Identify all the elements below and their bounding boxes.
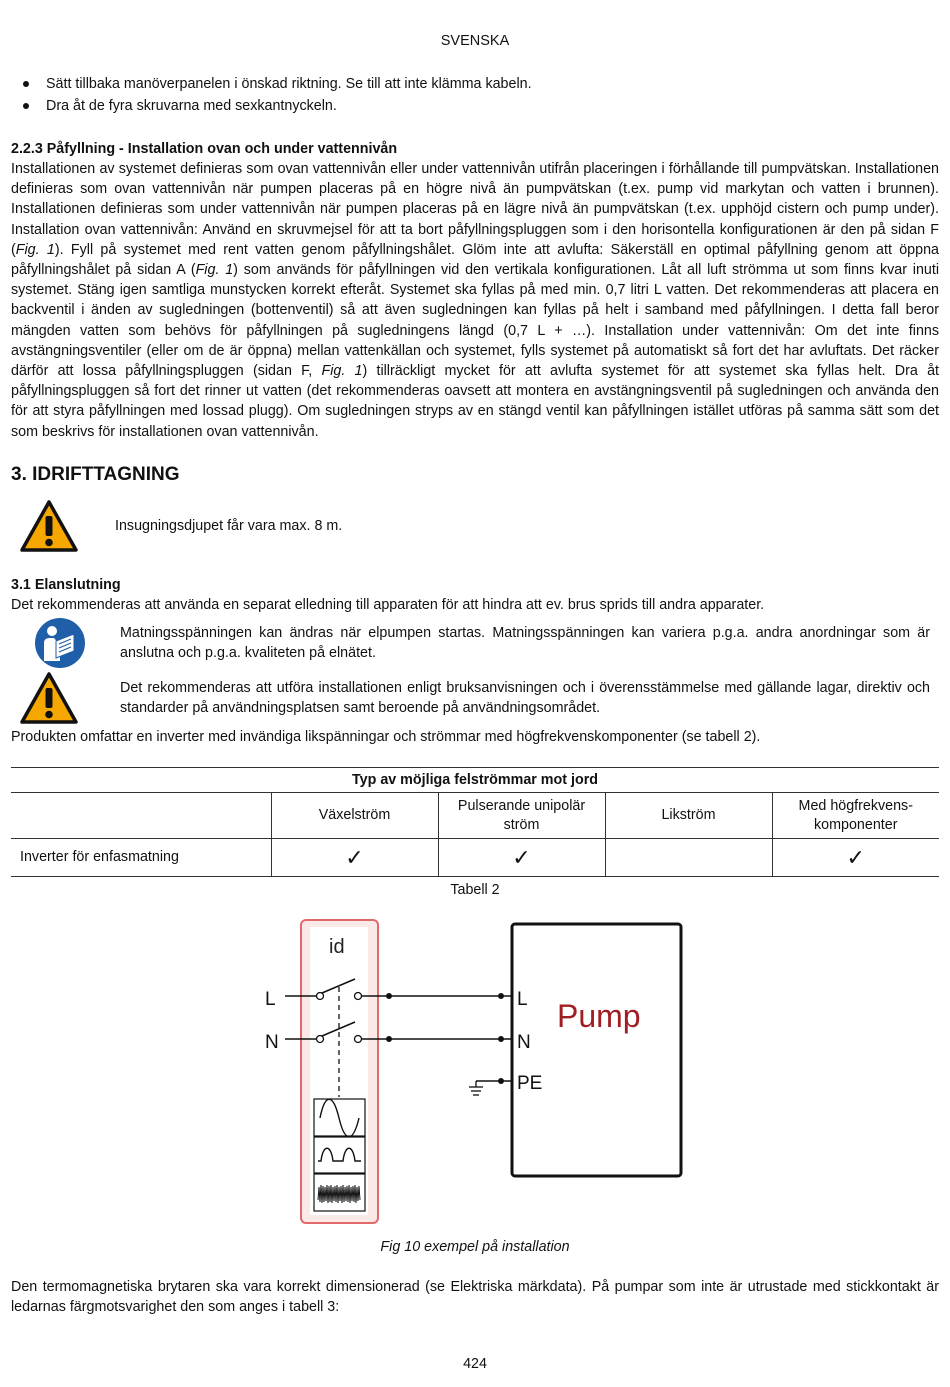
page-header: SVENSKA [440, 33, 510, 49]
bullet-item: Sätt tillbaka manöverpanelen i önskad riktning. Se till att inte klämma kabeln. [20, 74, 940, 96]
section-31-intro: Det rekommenderas att använda en separat elledning till apparaten för att hindra att ev. brus sprids till andra apparater. [11, 597, 765, 613]
residual-current-table [11, 767, 939, 877]
input-n-label: N [265, 1032, 279, 1053]
input-l-label: L [265, 989, 276, 1010]
bullet-list [20, 74, 940, 118]
rcd-id-label: id [329, 936, 345, 958]
checkmark-icon: ✓ [271, 839, 438, 877]
read-manual-icon [34, 617, 86, 669]
pump-box [512, 924, 681, 1176]
table-caption: Tabell 2 [450, 882, 500, 898]
section-3-title: 3. IDRIFTTAGNING [11, 464, 180, 485]
section-223-text-4: ) tillräckligt mycket för att avlufta systemet för att systemet ska fyllas helt. Dra åt påfyllningspluggen så fort det rinner ut vatten (det rekommenderas oavsett att montera en avstängningsventil på sugledningen och använda den för att styra påfyllningen med lossad plugg). Om sugledningen stryps av en stängd ventil kan påfyllningen istället utföras på samma sätt som det som beskrivs för installationen ovan vattennivån. [11, 363, 939, 440]
section-31-title: 3.1 Elanslutning [11, 577, 121, 593]
table-header-cell: Likström [605, 793, 772, 839]
pump-n-label: N [517, 1032, 531, 1053]
figure-caption: Fig 10 exempel på installation [380, 1239, 570, 1255]
bullet-item: Dra åt de fyra skruvarna med sexkantnyckeln. [20, 96, 940, 118]
table-header-cell: Växelström [271, 793, 438, 839]
fig-reference: Fig. 1 [195, 262, 234, 279]
checkmark-icon: ✓ [846, 845, 865, 870]
closing-paragraph: Den termomagnetiska brytaren ska vara korrekt dimensionerad (se Elektriska märkdata). På pumpar som inte är utrustade med stickkontakt är ledarnas färgmotsvarighet den som anges i tabell 3: [11, 1279, 939, 1316]
table-cell-empty [605, 839, 772, 877]
pump-label: Pump [557, 998, 641, 1034]
section-223-text-2: ). Fyll på systemet med rent vatten genom påfyllningshålet. Glöm inte att avlufta: Säkerställ en optimal påfyllning genom att öppna påfyllningshålet på sidan A ( [11, 241, 939, 279]
table-header-cell: Pulserande unipolär ström [438, 793, 605, 839]
section-223-title: 2.2.3 Påfyllning - Installation ovan och under vattennivån [11, 141, 398, 157]
voltage-note: Matningsspänningen kan ändras när elpumpen startas. Matningsspänningen kan variera p.g.a. andra anordningar som är anslutna och p.g.a. kvaliteten på elnätet. [120, 625, 930, 662]
table-header-cell: Med högfrekvens-komponenter [798, 797, 913, 833]
section-223-text-3: ) som används för påfyllningen vid den vertikala konfigurationen. Låt all luft strömma ut som finns kvar inuti systemet. Stäng igen samtliga munstycken korrekt efteråt. Systemet ska fyllas på med min. 0,7 litri L vatten. Det rekommenderas att placera en backventil i änden av sugledningen (bottenventil) så att även sugledningen kan fyllas på helt i samband med påfyllningen. I detta fall beror mängden vatten som behövs för påfyllningen på sugledningens längd (0,7 L + …). Installation under vattennivån: Om det inte finns avstängningsventiler (eller om de är öppna) mellan vattenkällan och systemet, fylls systemet på automatiskt så fort det har avluftats. Det räcker därför att lossa påfyllningspluggen (sidan F, [11, 262, 939, 380]
section-223-body [11, 159, 939, 442]
depth-warning-text: Insugningsdjupet får vara max. 8 m. [115, 518, 343, 534]
installation-diagram [255, 915, 695, 1236]
section-223-text-1: Installationen av systemet definieras som ovan vattennivån eller under vattennivån utifrån placeringen i förhållande till pumpvätskan. Installationen definieras som ovan vattennivån när pumpen placeras på en högre nivå än pumpvätskan (t.ex. pump vid markytan och vatten i brunnen). Installationen definieras som under vattennivån när pumpen placeras på en lägre nivå än pumpvätskan (t.ex. upphöjd cistern och pump under). Installation ovan vattennivån: Använd en skruvmejsel för att ta bort påfyllningspluggen som i den horisontella konfigurationen är den på sidan F ( [11, 161, 939, 258]
installation-note: Det rekommenderas att utföra installationen enligt bruksanvisningen och i överensstämmelse med gällande lagar, direktiv och standarder på användningsplatsen samt beroende på användningsområdet. [120, 680, 930, 717]
warning-icon [19, 671, 79, 725]
page-number: 424 [463, 1356, 487, 1372]
pump-l-label: L [517, 989, 528, 1010]
table-header-empty [11, 793, 271, 839]
pump-pe-label: PE [517, 1073, 543, 1094]
inverter-text: Produkten omfattar en inverter med invändiga likspänningar och strömmar med högfrekvenskomponenter (se tabell 2). [11, 729, 761, 745]
fig-reference: Fig. 1 [15, 241, 55, 258]
fig-reference: Fig. 1 [321, 363, 363, 380]
checkmark-icon: ✓ [438, 839, 605, 877]
warning-icon [19, 499, 79, 553]
table-title: Typ av möjliga felströmmar mot jord [351, 771, 598, 788]
table-row-label: Inverter för enfasmatning [11, 839, 271, 877]
